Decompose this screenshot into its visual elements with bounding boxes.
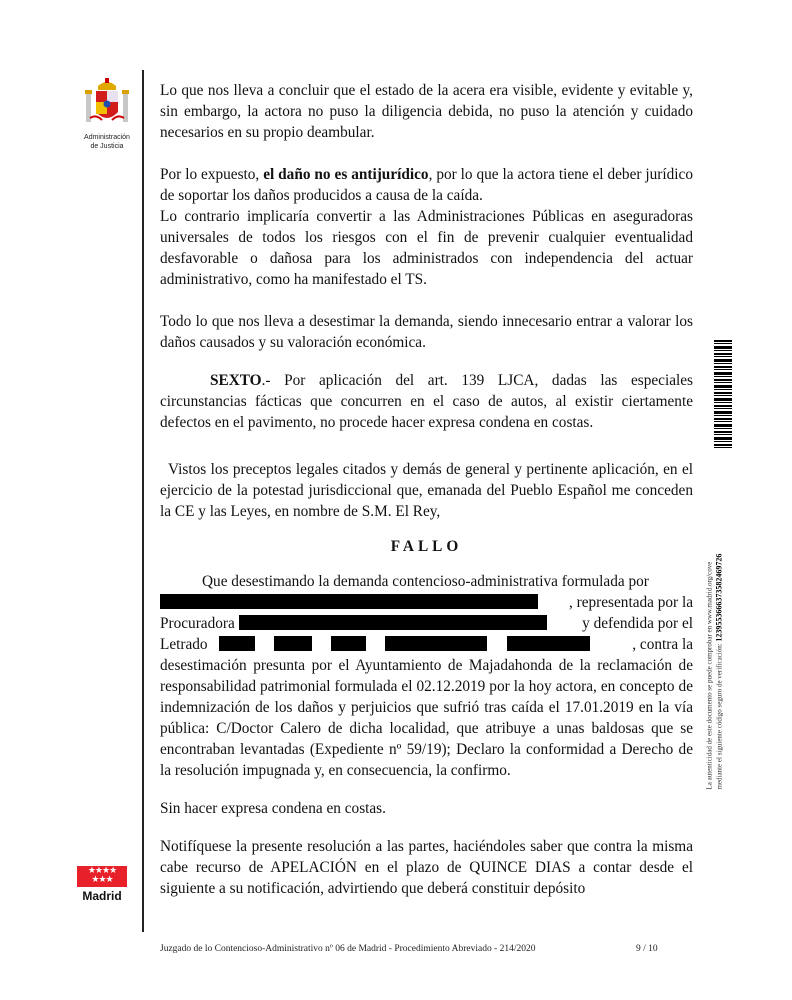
paragraph xyxy=(160,370,693,433)
barcode-icon xyxy=(714,340,732,450)
coat-of-arms-icon xyxy=(84,78,130,128)
madrid-flag-icon: ★★★★ ★★★ xyxy=(77,866,127,887)
madrid-logo-text: Madrid xyxy=(82,889,122,903)
administracion-justicia-logo xyxy=(72,78,142,151)
text: , representada por la xyxy=(568,594,693,611)
paragraph: Que desestimando la demanda contencioso-administrativa formulada por xyxy=(202,573,649,590)
text: , contra la xyxy=(632,636,693,653)
redaction xyxy=(331,636,366,651)
paragraph: Lo contrario implicaría convertir a las Administraciones Públicas en aseguradoras universales de todos los riesgos con el fin de prevenir cualquier eventualidad desfavorable o dañosa para los administrados con independencia del actuar administrativo, como ha manifestado el TS. xyxy=(160,208,693,288)
verification-line2: mediante el siguiente código seguro de verificación: xyxy=(715,641,724,790)
page-number: 9 / 10 xyxy=(636,944,658,954)
redaction xyxy=(507,636,590,651)
fallo-title: FALLO xyxy=(390,538,463,555)
verification-code: 1239553666373582469726 xyxy=(714,553,724,642)
margin-divider xyxy=(142,70,144,932)
verification-sidebar xyxy=(700,340,740,790)
logo-text-line2: de Justicia xyxy=(90,143,124,150)
redaction xyxy=(385,636,487,651)
redaction xyxy=(160,594,538,609)
logo-text-line1: Administración xyxy=(84,134,130,141)
text: .- Por aplicación del art. 139 LJCA, dadas las especiales circunstancias fácticas que concurren en el caso de autos, al existir ciertamente defectos en el pavimento, no procede hacer expresa condena en costas. xyxy=(160,372,693,431)
paragraph: Todo lo que nos lleva a desestimar la demanda, siendo innecesario entrar a valorar los daños causados y su valoración económica. xyxy=(160,313,693,351)
paragraph xyxy=(160,634,693,655)
paragraph: desestimación presunta por el Ayuntamiento de Majadahonda de la reclamación de responsabilidad patrimonial formulada el 02.12.2019 por la hoy actora, en concepto de indemnización de los daños y perjuicios que sufrió tras caída el 17.01.2019 en la vía pública: C/Doctor Calero de dicha localidad, que atribuye a unas baldosas que se encontraban levantadas (Expediente nº 59/19); Declaro la conformidad a Derecho de la resolución impugnada y, en consecuencia, la confirmo. xyxy=(160,657,693,779)
footer-court: Juzgado de lo Contencioso-Administrativo nº 06 de Madrid - Procedimiento Abreviado - 214/2020 xyxy=(160,944,536,954)
paragraph: Notifíquese la presente resolución a las partes, haciéndoles saber que contra la misma cabe recurso de APELACIÓN en el plazo de QUINCE DIAS a contar desde el siguiente a su notificación, advirtiendo que deberá constituir depósito xyxy=(160,838,693,897)
paragraph: Vistos los preceptos legales citados y demás de general y pertinente aplicación, en el ejercicio de la potestad jurisdiccional que, emanada del Pueblo Español me conceden la CE y las Leyes, en nombre de S.M. El Rey, xyxy=(160,461,693,520)
section-heading: SEXTO xyxy=(210,372,262,389)
text: y defendida por el xyxy=(582,615,693,632)
text: Procuradora xyxy=(160,615,235,632)
madrid-logo xyxy=(76,866,128,903)
paragraph xyxy=(160,164,693,206)
text: Letrado xyxy=(160,636,208,653)
paragraph xyxy=(160,592,693,613)
paragraph: Sin hacer expresa condena en costas. xyxy=(160,800,386,817)
page-footer xyxy=(160,944,658,954)
text: , por lo que la actora tiene el deber jurídico de soportar los daños producidos a causa de la caída. xyxy=(160,166,693,204)
text: Por lo expuesto, xyxy=(160,166,264,183)
document-body xyxy=(160,80,693,899)
bold-text: el daño no es antijurídico xyxy=(263,166,429,183)
redaction xyxy=(219,636,255,651)
redaction xyxy=(239,615,547,630)
paragraph: Lo que nos lleva a concluir que el estado de la acera era visible, evidente y evitable y, sin embargo, la actora no puso la diligencia debida, no puso la atención y cuidado necesarios en su propio deambular. xyxy=(160,82,693,141)
verification-text xyxy=(706,450,725,790)
paragraph xyxy=(160,613,693,634)
verification-line1: La autenticidad de este documento se puede comprobar en www.madrid.org/cove xyxy=(705,561,714,790)
redaction xyxy=(274,636,312,651)
